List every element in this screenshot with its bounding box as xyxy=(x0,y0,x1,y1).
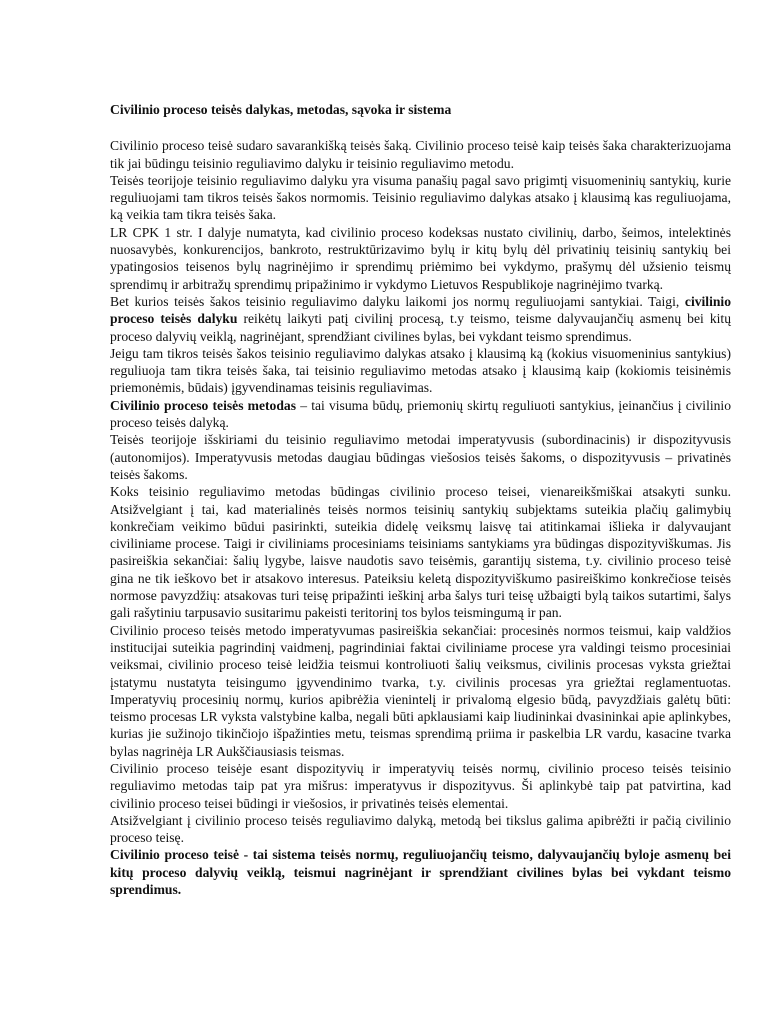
paragraph: Civilinio proceso teisėje esant dispozityvių ir imperatyvių teisės normų, civilinio proceso teisės teisinio reguliavimo metodas taip pat yra mišrus: imperatyvus ir dispozityvus. Ši aplinkybė taip pat patvirtina, kad civilinio proceso teisei būdingi ir viešosios, ir privatinės teisės elementai. xyxy=(110,760,731,811)
document-page xyxy=(110,101,731,898)
document-title: Civilinio proceso teisės dalykas, metodas, sąvoka ir sistema xyxy=(110,102,452,117)
paragraph xyxy=(110,397,731,432)
paragraph-text: Bet kurios teisės šakos teisinio reguliavimo dalyku laikomi jos normų reguliuojami santykiai. Taigi, xyxy=(110,293,680,309)
paragraph: Teisės teorijoje teisinio reguliavimo dalyku yra visuma panašių pagal savo prigimtį visuomeninių santykių, kurie reguliuojami tam tikros teisės šakos normomis. Teisinio reguliavimo dalykas atsako į klausimą kas reguliuojama, ką veikia tam tikra teisės šaka. xyxy=(110,172,731,223)
paragraph: Atsižvelgiant į civilinio proceso teisės reguliavimo dalyką, metodą bei tikslus galima apibrėžti ir pačią civilinio proceso teisę. xyxy=(110,812,731,846)
paragraph: Civilinio proceso teisė sudaro savarankišką teisės šaką. Civilinio proceso teisė kaip teisės šaka charakterizuojama tik jai būdingu teisinio reguliavimo dalyku ir teisinio reguliavimo metodu. xyxy=(110,138,731,171)
paragraph: Koks teisinio reguliavimo metodas būdingas civilinio proceso teisei, vienareikšmiškai atsakyti sunku. Atsižvelgiant į tai, kad materialinės teisės normos teisinių santykių subjektams suteikia plačių galimybių konkrečiam veikimo būdui pasirinkti, suteikia didelę veiksmų laisvę tai atitinkamai išlieka ir dalyvaujant civiliniame procese. Taigi ir civiliniams procesiniams teisiniams santykiams yra būdingas dispozityviškumas. Jis pasireiškia sekančiai: šalių lygybe, laisve naudotis savo teisėmis, garantijų sistema, t.y. civilinio proceso teisė gina ne tik ieškovo bet ir atsakovo interesus. Pateiksiu keletą dispozityviškumo pasireiškimo konkrečiose teisės normose pavyzdžių: atsakovas turi teisę pripažinti ieškinį arba šalys turi teisę užbaigti bylą taikos sutartimi, šalys gali rašytiniu tarpusavio susitarimu pakeisti teritorinį tos bylos teismingumą ir pan. xyxy=(110,484,731,621)
paragraph-text: reikėtų laikyti patį civilinį procesą, t.y teismo, teisme dalyvaujančių asmenų bei kitų proceso dalyvių veiklą, nagrinėjant, sprendžiant civilines bylas, bei vykdant teismo sprendimus. xyxy=(110,311,731,344)
bold-term: Civilinio proceso teisės metodas xyxy=(110,397,297,413)
paragraph xyxy=(110,293,731,345)
paragraph-text: – tai visuma būdų, priemonių skirtų reguliuoti santykius, įeinančius į civilinio proceso teisės dalyką. xyxy=(110,397,731,431)
definition-paragraph: Civilinio proceso teisė - tai sistema teisės normų, reguliuojančių teismo, dalyvaujančių byloje asmenų bei kitų proceso dalyvių veiklą, teismui nagrinėjant ir sprendžiant civilines bylas bei vykdant teismo sprendimus. xyxy=(110,847,731,898)
paragraph: LR CPK 1 str. I dalyje numatyta, kad civilinio proceso kodeksas nustato civilinių, darbo, šeimos, intelektinės nuosavybės, konkurencijos, bankroto, restruktūrizavimo bylų ir kitų bylų dėl privatinių teisinių santykių bei ypatingosios teisenos bylų nagrinėjimo ir sprendimų priėmimo bei vykdymo, prašymų dėl užsienio teismų sprendimų ir arbitražų sprendimų pripažinimo ir vykdymo Lietuvos Respublikoje nagrinėjimo tvarką. xyxy=(110,224,731,292)
paragraph: Jeigu tam tikros teisės šakos teisinio reguliavimo dalykas atsako į klausimą ką (kokius visuomeninius santykius) reguliuoja tam tikra teisės šaka, tai teisinio reguliavimo metodas atsako į klausimą kaip (kokiomis teisinėmis priemonėmis, būdais) įgyvendinamas teisinis reguliavimas. xyxy=(110,345,731,396)
paragraph: Civilinio proceso teisės metodo imperatyvumas pasireiškia sekančiai: procesinės normos teismui, kaip valdžios institucijai suteikia pagrindinį vaidmenį, pagrindiniai faktai civiliniame procese yra valdingi teismo procesiniai veiksmai, civilinio proceso teisė leidžia teismui kontroliuoti šalių veiksmus, civilinis procesas vyksta griežtai įstatymu nustatyta teisingumo įgyvendinimo tvarka, t.y. civilinis procesas yra griežtai reglamentuotas. Imperatyvių procesinių normų, kurios apibrėžia vienintelį ir privalomą elgesio būdą, pavyzdžiais galėtų būti: teismo procesas LR vyksta valstybine kalba, negali būti apklausiami kaip liudininkai dvasininkai apie aplinkybes, kurias jie sužinojo tikinčiojo išpažinties metu, teismas sprendimą priima ir paskelbia LR vardu, kasacine tvarka bylas nagrinėja LR Aukščiausiasis teismas. xyxy=(110,622,731,759)
paragraph: Teisės teorijoje išskiriami du teisinio reguliavimo metodai imperatyvusis (subordinacinis) ir dispozityvusis (autonomijos). Imperatyvusis metodas daugiau būdingas viešosios teisės šakoms, o dispozityvusis – privatinės teisės šakoms. xyxy=(110,432,731,482)
bold-term: civilinio proceso teisės dalyku xyxy=(110,293,731,327)
